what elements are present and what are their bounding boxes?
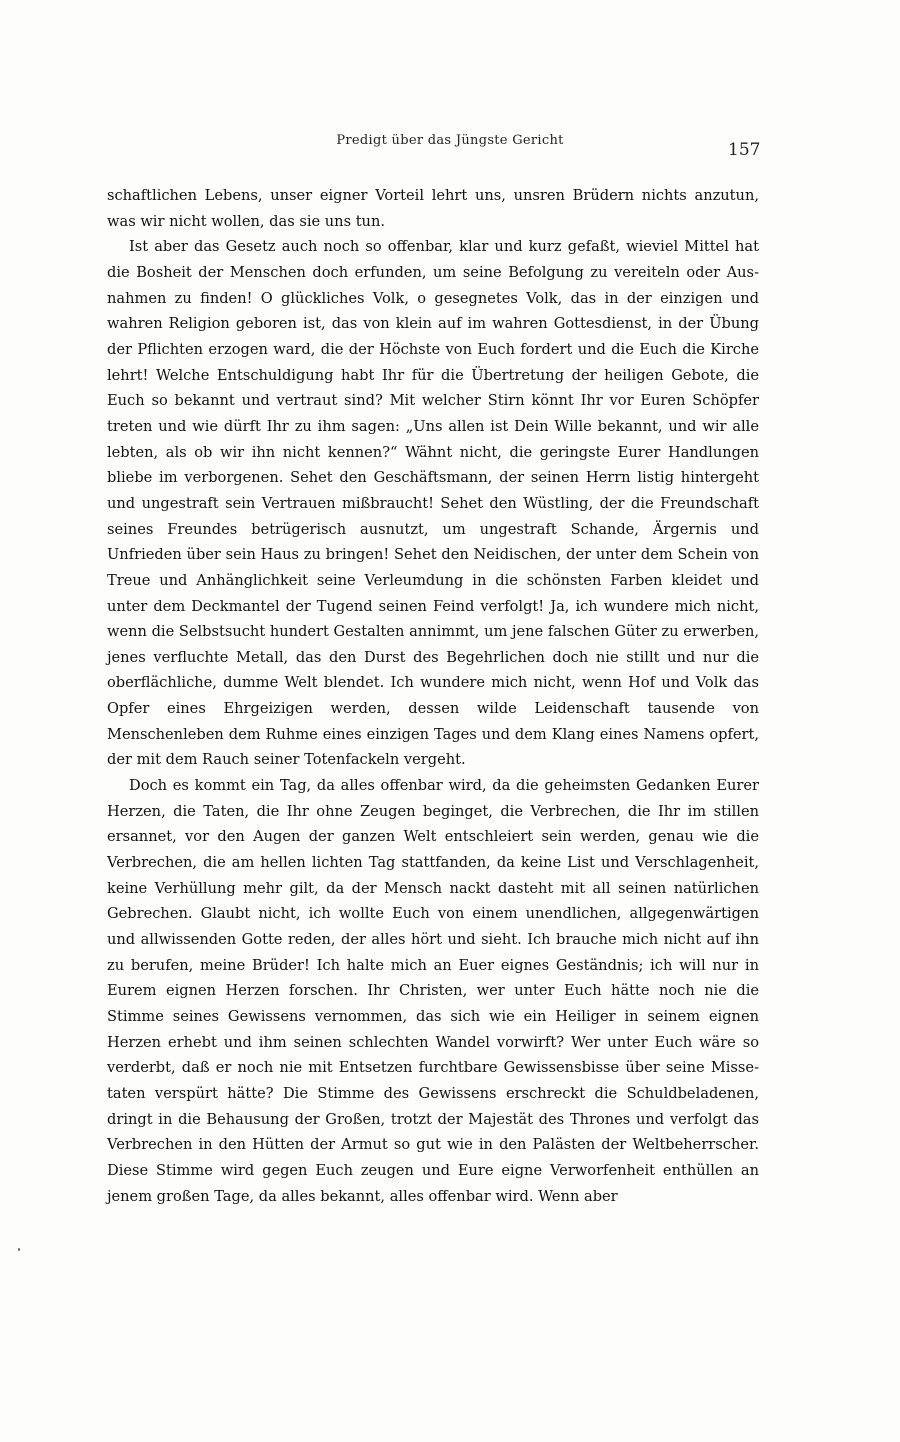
print-speck: [18, 1248, 20, 1251]
page-number: 157: [728, 140, 761, 160]
running-title: Predigt über das Jüngste Gericht: [336, 133, 564, 148]
paragraph: Ist aber das Gesetz auch noch so offenbar, klar und kurz gefaßt, wieviel Mittel hat die Bosheit der Menschen doch erfunden, um seine Befolgung zu vereiteln oder Ausnahmen zu finden! O glückliches Volk, o gesegnetes Volk, das in der einzigen und wahren Religion geboren ist, das von klein auf im wahren Gottesdienst, in der Übung der Pflichten erzogen ward, die der Höchste von Euch fordert und die Euch die Kirche lehrt! Welche Entschuldigung habt Ihr für die Übertretung der heiligen Gebote, die Euch so bekannt und vertraut sind? Mit welcher Stirn könnt Ihr vor Euren Schöpfer treten und wie dürft Ihr zu ihm sagen: „Uns allen ist Dein Wille bekannt, und wir alle lebten, als ob wir ihn nicht kennen?“ Wähnt nicht, die geringste Eurer Handlungen bliebe im verborgenen. Sehet den Geschäftsmann, der seinen Herrn listig hintergeht und ungestraft sein Vertrauen mißbraucht! Sehet den Wüstling, der die Freundschaft seines Freundes betrügerisch ausnutzt, um ungestraft Schande, Ärgernis und Unfrieden über sein Haus zu bringen! Sehet den Neidischen, der unter dem Schein von Treue und Anhänglichkeit seine Verleumdung in die schönsten Farben kleidet und unter dem Deckmantel der Tugend seinen Feind verfolgt! Ja, ich wundere mich nicht, wenn die Selbstsucht hundert Gestalten annimmt, um jene falschen Güter zu erwerben, jenes verfluchte Metall, das den Durst des Begehrlichen doch nie stillt und nur die oberflächliche, dumme Welt blendet. Ich wundere mich nicht, wenn Hof und Volk das Opfer eines Ehrgeizigen werden, dessen wilde Leidenschaft tausende von Menschenleben dem Ruhme eines einzigen Tages und dem Klang eines Namens opfert, der mit dem Rauch seiner Totenfackeln vergeht.: [107, 238, 759, 769]
paragraph-continuation: schaftlichen Lebens, unser eigner Vorteil lehrt uns, unsren Brüdern nichts anzutun, was wir nicht wollen, das sie uns tun.: [107, 187, 759, 230]
paragraph: Doch es kommt ein Tag, da alles offenbar wird, da die geheimsten Gedanken Eurer Herzen, die Taten, die Ihr ohne Zeugen beginget, die Verbrechen, die Ihr im stillen ersannet, vor den Augen der ganzen Welt entschleiert sein werden, genau wie die Verbrechen, die am hellen lichten Tag stattfanden, da keine List und Verschlagenheit, keine Verhüllung mehr gilt, da der Mensch nackt dasteht mit all seinen natürlichen Gebrechen. Glaubt nicht, ich wollte Euch von einem unendlichen, allgegenwärtigen und allwissenden Gotte reden, der alles hört und sieht. Ich brauche mich nicht auf ihn zu berufen, meine Brüder! Ich halte mich an Euer eignes Geständnis; ich will nur in Eurem eignen Herzen forschen. Ihr Christen, wer unter Euch hätte noch nie die Stimme seines Gewissens vernommen, das sich wie ein Heiliger in seinem eignen Herzen erhebt und ihm seinen schlechten Wandel vorwirft? Wer unter Euch wäre so verderbt, daß er noch nie mit Entsetzen furchtbare Gewissensbisse über seine Missetaten verspürt hätte? Die Stimme des Gewissens erschreckt die Schuldbeladenen, dringt in die Behausung der Großen, trotzt der Majestät des Thrones und verfolgt das Verbrechen in den Hütten der Armut so gut wie in den Palästen der Weltbeherrscher. Diese Stimme wird gegen Euch zeugen und Eure eigne Verworfenheit enthüllen an jenem großen Tage, da alles bekannt, alles offenbar wird. Wenn aber: [107, 777, 759, 1205]
body-text: [107, 183, 759, 1209]
